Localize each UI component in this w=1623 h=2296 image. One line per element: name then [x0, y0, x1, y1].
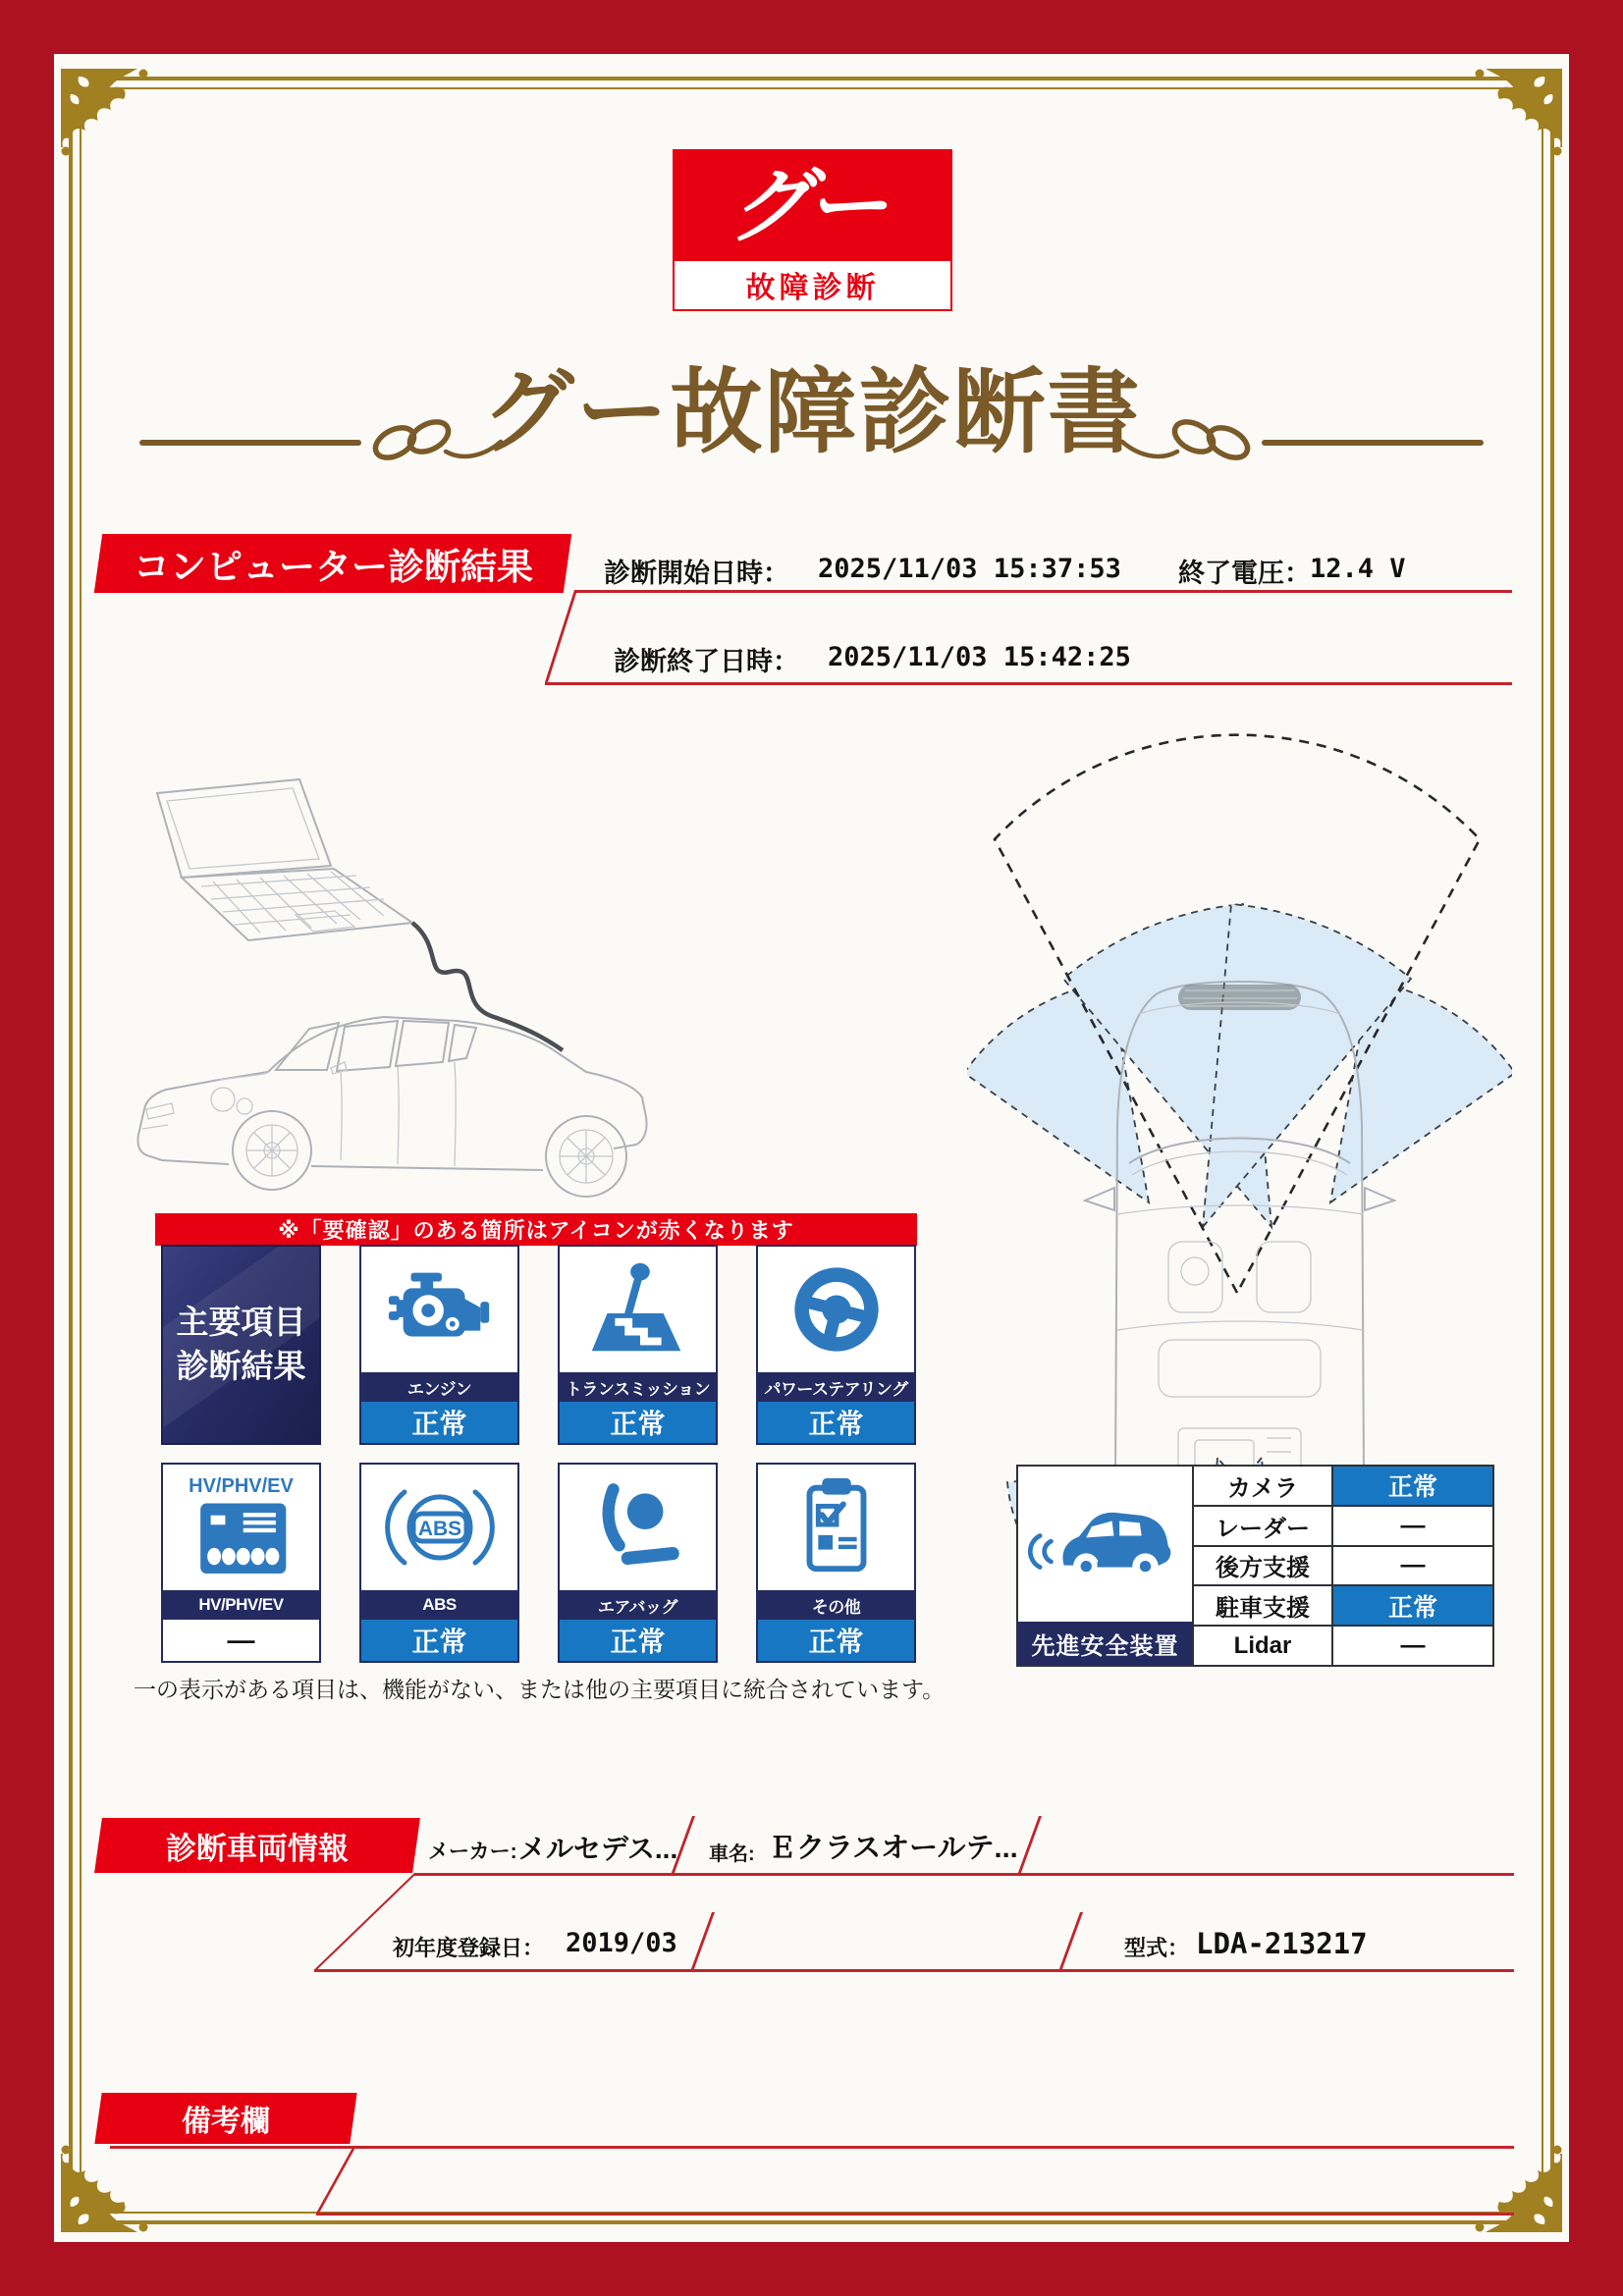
hv-phv-ev-icon: [163, 1465, 319, 1590]
computer-diagnosis-banner: [94, 534, 571, 593]
cell-label: トランスミッション: [560, 1372, 716, 1402]
cell-label: その他: [758, 1590, 914, 1620]
cell-status: —: [163, 1620, 319, 1661]
cell-label: パワーステアリング: [758, 1372, 914, 1402]
safety-row-status: —: [1333, 1547, 1492, 1585]
hv-phv-ev-caption: HV/PHV/EV: [189, 1474, 294, 1497]
cell-status: 正常: [560, 1620, 716, 1661]
svg-text:ABS: ABS: [417, 1518, 461, 1540]
diagnosis-cell-power-steering: [756, 1245, 916, 1445]
frame-corner-ornament: [1464, 65, 1566, 167]
steering-wheel-icon: [758, 1247, 914, 1372]
diagnosis-end-value: 2025/11/03 15:42:25: [828, 642, 1131, 672]
table-row: [1194, 1467, 1492, 1507]
remarks-banner: [94, 2093, 356, 2144]
frame-corner-ornament: [57, 2134, 159, 2236]
goo-logo-band: [675, 261, 950, 307]
diagnosis-cell-abs: [359, 1463, 519, 1663]
vehicle-rule-1: [414, 1873, 1514, 1876]
cell-label: HV/PHV/EV: [163, 1590, 319, 1620]
title-ornament-right: [1112, 412, 1486, 475]
diagnosis-cell-airbag: [558, 1463, 718, 1663]
clipboard-icon: [758, 1465, 914, 1590]
vehicle-info-banner-label: 診断車両情報: [166, 1831, 349, 1866]
sedan-side-wireframe: [138, 1017, 647, 1197]
safety-row-name: 後方支援: [1194, 1547, 1333, 1585]
laptop-car-wireframe-illustration: [103, 775, 668, 1222]
dash-footnote: 一の表示がある項目は、機能がない、または他の主要項目に統合されています。: [134, 1677, 946, 1702]
abs-icon: [361, 1465, 517, 1590]
page-title: グー故障診断書: [481, 360, 1142, 463]
airbag-icon: [560, 1465, 716, 1590]
cell-status: 正常: [361, 1402, 517, 1443]
cell-label: エンジン: [361, 1372, 517, 1402]
goo-logo: [673, 149, 952, 311]
vehicle-rule-2: [314, 1969, 1514, 1972]
laptop-drawing: [157, 779, 412, 940]
diagnosis-start-value: 2025/11/03 15:37:53: [818, 554, 1121, 584]
title-ornament-left: [137, 412, 511, 475]
safety-row-status: 正常: [1333, 1467, 1492, 1505]
remarks-banner-label: 備考欄: [182, 2106, 270, 2138]
computer-diagnosis-banner-label: コンピューター診断結果: [133, 547, 533, 587]
car-name-value: Ｅクラスオールテ...: [768, 1833, 1018, 1864]
car-sound-waves-icon: [1018, 1467, 1192, 1622]
safety-row-name: カメラ: [1194, 1467, 1333, 1505]
top-view-sensor-illustration: [967, 653, 1512, 1590]
safety-row-status: —: [1333, 1507, 1492, 1545]
diagnosis-cell-other: [756, 1463, 916, 1663]
cell-status: 正常: [560, 1402, 716, 1443]
diagnosis-rule-1: [574, 590, 1512, 593]
frame-corner-ornament: [1464, 2134, 1566, 2236]
safety-row-name: 駐車支援: [1194, 1586, 1333, 1625]
diagnosis-cell-transmission: [558, 1245, 718, 1445]
engine-icon: [361, 1247, 517, 1372]
red-icon-notice: ※「要確認」のある箇所はアイコンが赤くなります: [155, 1213, 917, 1246]
transmission-icon: [560, 1247, 716, 1372]
diagnosis-cell-hv-phv-ev: [161, 1463, 321, 1663]
safety-row-status: 正常: [1333, 1586, 1492, 1625]
first-registration-value: 2019/03: [566, 1928, 677, 1958]
cell-status: 正常: [758, 1620, 914, 1661]
goo-logo-mark: グー: [724, 160, 901, 252]
main-items-header: [161, 1245, 321, 1445]
table-row: [1194, 1627, 1492, 1665]
table-row: [1194, 1507, 1492, 1547]
cell-label: エアバッグ: [560, 1590, 716, 1620]
frame-corner-ornament: [57, 65, 159, 167]
safety-device-cell: [1016, 1465, 1194, 1667]
safety-row-name: Lidar: [1194, 1627, 1333, 1665]
obd-cable-drawing: [412, 923, 563, 1050]
remarks-rule-2: [316, 2213, 1514, 2216]
cell-label: ABS: [361, 1590, 517, 1620]
end-voltage-label: 終了電圧：: [1178, 559, 1311, 588]
model-code-value: LDA-213217: [1196, 1927, 1368, 1960]
first-registration-label: 初年度登録日：: [393, 1936, 545, 1960]
diagnosis-start-label: 診断開始日時：: [604, 559, 789, 588]
maker-label: メーカー:: [428, 1841, 517, 1863]
cell-status: 正常: [361, 1620, 517, 1661]
cell-status: 正常: [758, 1402, 914, 1443]
safety-row-status: —: [1333, 1627, 1492, 1665]
diagnosis-cell-engine: [359, 1245, 519, 1445]
goo-logo-red-box: [675, 151, 950, 261]
safety-row-name: レーダー: [1194, 1507, 1333, 1545]
main-items-header-text: 主要項目 診断結果: [176, 1304, 306, 1384]
table-row: [1194, 1547, 1492, 1587]
model-code-label: 型式：: [1124, 1936, 1190, 1960]
safety-device-table: [1192, 1465, 1494, 1667]
table-row: [1194, 1586, 1492, 1627]
remarks-rule-1: [110, 2146, 1514, 2149]
goo-logo-caption: 故障診断: [745, 271, 880, 304]
end-voltage-value: 12.4 V: [1310, 554, 1406, 584]
diagnosis-end-label: 診断終了日時：: [614, 647, 799, 676]
safety-device-label: 先進安全装置: [1018, 1622, 1192, 1665]
vehicle-info-banner: [94, 1818, 420, 1873]
car-name-label: 車名:: [709, 1843, 755, 1865]
maker-value: メルセデス...: [518, 1834, 678, 1864]
